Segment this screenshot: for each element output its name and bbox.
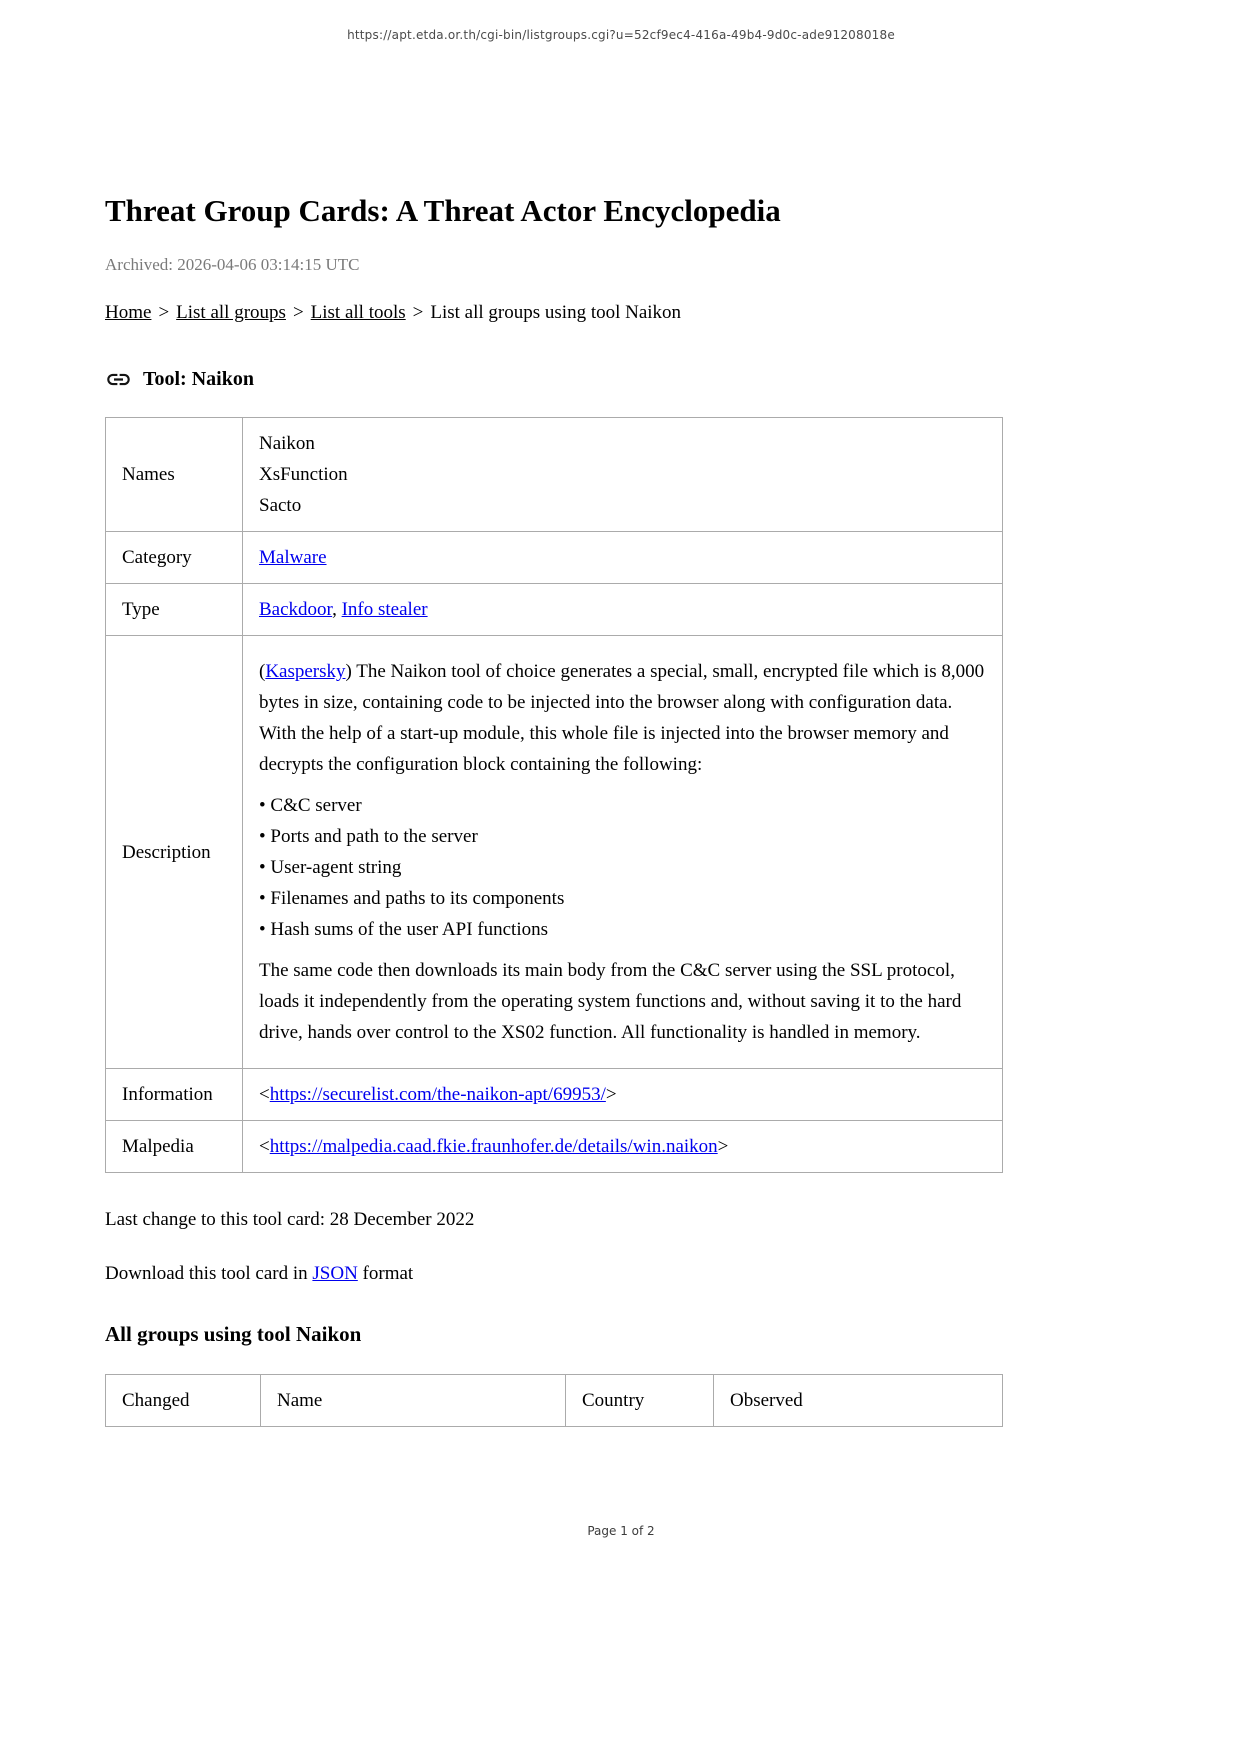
description-value [243,636,1003,1069]
row-label-type: Type [106,584,243,636]
angle-open: < [259,1136,270,1157]
download-note-suffix: format [357,1263,414,1284]
angle-open: < [259,1084,270,1105]
table-row-category [106,532,1003,584]
tool-name: XsFunction [259,464,348,485]
row-label-names: Names [106,418,243,532]
breadcrumb-separator: > [292,302,304,323]
tool-details-table [105,417,1003,1173]
angle-close: > [605,1084,617,1105]
angle-close: > [717,1136,729,1157]
page-title: Threat Group Cards: A Threat Actor Encyclopedia [105,193,781,228]
table-row-type [106,584,1003,636]
tool-heading [105,366,1002,393]
table-row-information [106,1069,1003,1121]
kaspersky-link[interactable]: Kaspersky [265,661,346,682]
breadcrumb [105,302,1002,324]
download-note [105,1263,1002,1285]
names-values [243,418,1003,532]
malpedia-link[interactable]: https://malpedia.caad.fkie.fraunhofer.de/details/win.naikon [269,1136,718,1157]
download-note-prefix: Download this tool card in [105,1263,313,1284]
column-header-country: Country [566,1375,714,1427]
type-backdoor-link[interactable]: Backdoor [259,599,333,620]
groups-section-heading: All groups using tool Naikon [105,1322,362,1346]
type-separator: , [332,599,342,620]
securelist-link[interactable]: https://securelist.com/the-naikon-apt/69953/ [269,1084,606,1105]
print-url-header: https://apt.etda.or.th/cgi-bin/listgroups.cgi?u=52cf9ec4-416a-49b4-9d0c-ade91208018e [347,28,895,42]
groups-header-row [106,1375,1003,1427]
groups-table [105,1374,1003,1427]
table-row-names [106,418,1003,532]
bullet-item: • Ports and path to the server [259,826,478,847]
breadcrumb-separator: > [412,302,424,323]
information-value [243,1069,1003,1121]
page-number-footer: Page 1 of 2 [587,1524,655,1538]
row-label-information: Information [106,1069,243,1121]
bullet-item: • Hash sums of the user API functions [259,919,548,940]
breadcrumb-current: List all groups using tool Naikon [430,302,682,323]
last-change-note: Last change to this tool card: 28 December 2022 [105,1209,475,1230]
bullet-item: • Filenames and paths to its components [259,888,565,909]
paren-open: ( [259,661,266,682]
type-values [243,584,1003,636]
breadcrumb-separator: > [158,302,170,323]
table-row-description [106,636,1003,1069]
column-header-observed: Observed [714,1375,1003,1427]
tool-name: Sacto [259,495,302,516]
row-label-description: Description [106,636,243,1069]
archived-timestamp: Archived: 2026-04-06 03:14:15 UTC [105,255,360,274]
table-row-malpedia [106,1121,1003,1173]
tool-heading-label: Tool: Naikon [143,368,254,390]
bullet-item: • C&C server [259,795,362,816]
malpedia-value [243,1121,1003,1173]
row-label-malpedia: Malpedia [106,1121,243,1173]
tool-name: Naikon [259,433,315,454]
category-value [243,532,1003,584]
column-header-name: Name [261,1375,566,1427]
description-bullet-list [259,790,986,945]
description-paragraph-2: The same code then downloads its main body from the C&C server using the SSL protocol, loads it independently from the operating system functions and, without saving it to the hard drive, hands over control to the XS02 function. All functionality is handled in memory. [259,960,962,1043]
column-header-changed: Changed [106,1375,261,1427]
breadcrumb-list-all-groups-link[interactable]: List all groups [176,302,286,323]
type-info-stealer-link[interactable]: Info stealer [341,599,428,620]
malware-category-link[interactable]: Malware [259,547,327,568]
row-label-category: Category [106,532,243,584]
page-content [105,0,1002,1427]
json-download-link[interactable]: JSON [312,1263,358,1284]
description-paragraph-1-text: ) The Naikon tool of choice generates a special, small, encrypted file which is 8,000 bytes in size, containing code to be injected into the browser along with configuration data. With the help of a start-up module, this whole file is injected into the browser memory and decrypts the configuration block containing the following: [259,661,985,775]
breadcrumb-home-link[interactable]: Home [105,302,152,323]
link-icon [105,366,132,393]
breadcrumb-list-all-tools-link[interactable]: List all tools [310,302,406,323]
bullet-item: • User-agent string [259,857,402,878]
description-paragraph-1 [259,656,986,780]
